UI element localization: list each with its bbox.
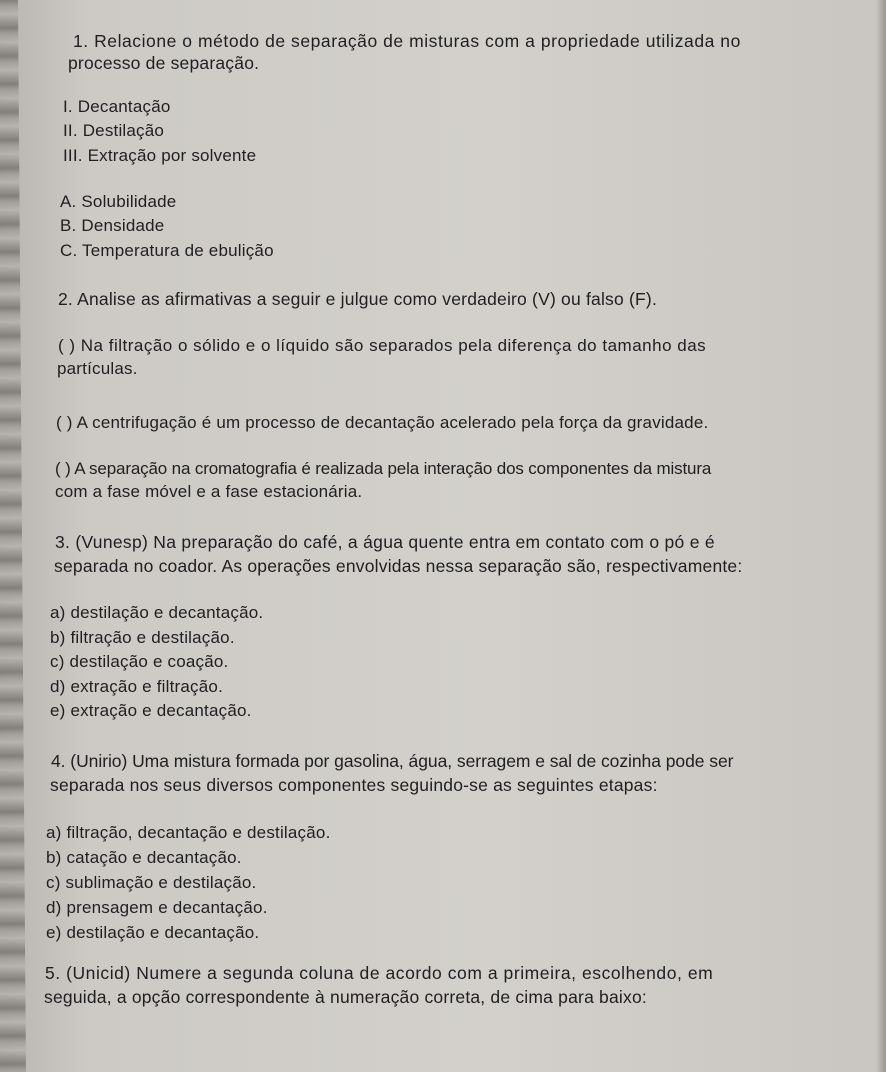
option-item: e) destilação e decantação. <box>46 923 260 942</box>
statement-2: ( ) A centrifugação é um processo de decantação acelerado pela força da gravidade. <box>56 413 709 432</box>
statement-1-line-1: ( ) Na filtração o sólido e o líquido são separados pela diferença do tamanho das <box>58 336 707 355</box>
question-1-stem-line-1: 1. Relacione o método de separação de misturas com a propriedade utilizada no <box>73 31 741 51</box>
option-item: a) filtração, decantação e destilação. <box>46 823 331 842</box>
question-5-stem-line-1: 5. (Unicid) Numere a segunda coluna de acordo com a primeira, escolhendo, em <box>45 963 714 983</box>
option-item: c) destilação e coação. <box>50 652 229 671</box>
question-5-stem-line-2: seguida, a opção correspondente à numeração correta, de cima para baixo: <box>44 987 647 1007</box>
option-item: c) sublimação e destilação. <box>46 873 257 892</box>
property-item: A. Solubilidade <box>60 192 177 211</box>
property-item: C. Temperatura de ebulição <box>60 241 274 260</box>
option-item: e) extração e decantação. <box>50 701 252 720</box>
statement-1-line-2: partículas. <box>57 359 138 378</box>
option-item: d) extração e filtração. <box>50 677 223 696</box>
option-item: a) destilação e decantação. <box>50 603 264 622</box>
statement-3-line-1: ( ) A separação na cromatografia é realizada pela interação dos componentes da mistura <box>55 459 712 478</box>
question-3-stem-line-1: 3. (Vunesp) Na preparação do café, a água quente entra em contato com o pó e é <box>55 532 715 552</box>
option-item: b) filtração e destilação. <box>50 628 235 647</box>
option-item: b) catação e decantação. <box>46 848 242 867</box>
question-2-stem: 2. Analise as afirmativas a seguir e julgue como verdadeiro (V) ou falso (F). <box>58 289 658 309</box>
question-4-stem-line-2: separada nos seus diversos componentes seguindo-se as seguintes etapas: <box>50 775 658 795</box>
method-item: I. Decantação <box>63 97 171 116</box>
question-4-stem-line-1: 4. (Unirio) Uma mistura formada por gasolina, água, serragem e sal de cozinha pode ser <box>51 751 734 771</box>
method-item: II. Destilação <box>63 121 165 140</box>
option-item: d) prensagem e decantação. <box>46 898 268 917</box>
statement-3-line-2: com a fase móvel e a fase estacionária. <box>55 482 363 501</box>
method-item: III. Extração por solvente <box>63 146 257 165</box>
property-item: B. Densidade <box>60 216 165 235</box>
question-1-stem-line-2: processo de separação. <box>68 53 260 73</box>
question-3-stem-line-2: separada no coador. As operações envolvidas nessa separação são, respectivamente: <box>54 556 743 576</box>
